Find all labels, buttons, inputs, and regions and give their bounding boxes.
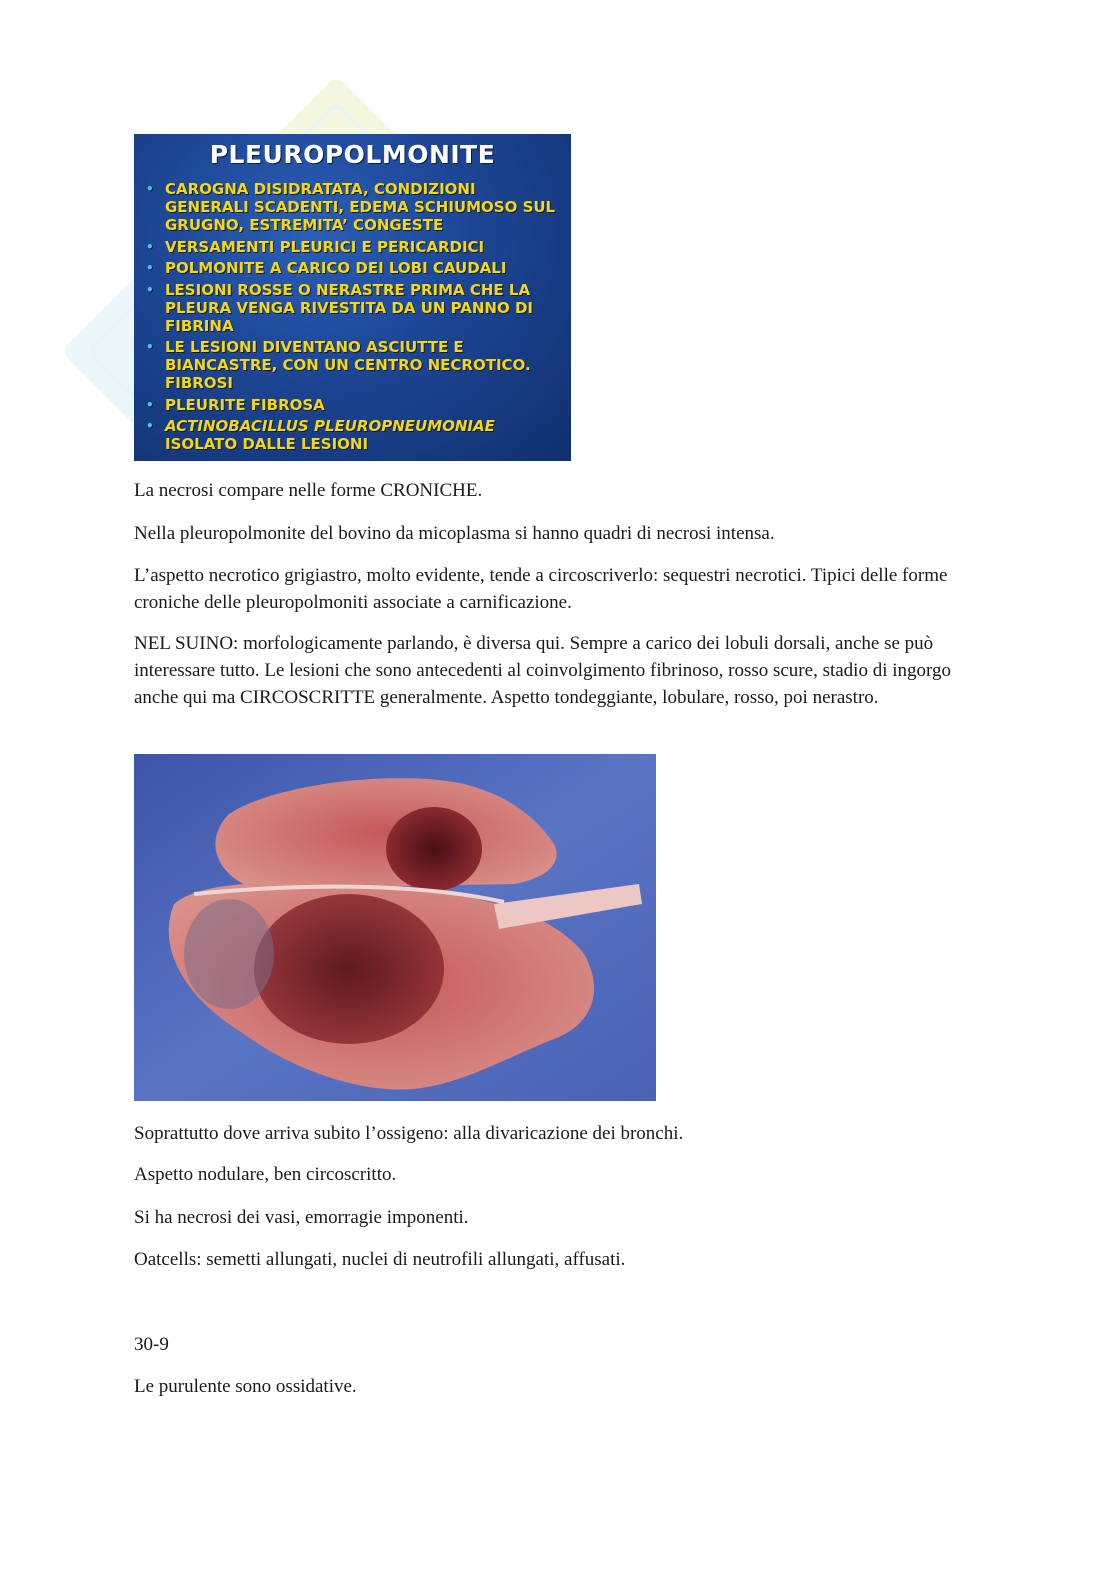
paragraph: L’aspetto necrotico grigiastro, molto evidente, tende a circoscriverlo: sequestri necrotici. Tipici delle forme croniche delle pleuropolmoniti associate a carnificazione. [134, 565, 948, 613]
slide-bullet: • POLMONITE A CARICO DEI LOBI CAUDALI [144, 259, 561, 277]
paragraph: Aspetto nodulare, ben circoscritto. [134, 1164, 397, 1185]
organism-note: ISOLATO DALLE LESIONI [165, 435, 369, 453]
paragraph: Nella pleuropolmonite del bovino da micoplasma si hanno quadri di necrosi intensa. [134, 523, 775, 544]
paragraph: Si ha necrosi dei vasi, emorragie imponenti. [134, 1207, 469, 1228]
slide-bullet-list [144, 180, 561, 453]
paragraph: La necrosi compare nelle forme CRONICHE. [134, 480, 483, 501]
slide-bullet-organism [144, 417, 561, 453]
organism-name: ACTINOBACILLUS PLEUROPNEUMONIAE [165, 417, 495, 435]
slide-bullet: • CAROGNA DISIDRATATA, CONDIZIONI GENERALI SCADENTI, EDEMA SCHIUMOSO SUL GRUGNO, ESTREMITA’ CONGESTE [144, 180, 561, 234]
slide-bullet: • PLEURITE FIBROSA [144, 396, 561, 414]
paragraph: Soprattutto dove arriva subito l’ossigeno: alla divaricazione dei bronchi. [134, 1123, 684, 1144]
slide-bullet: • LE LESIONI DIVENTANO ASCIUTTE E BIANCASTRE, CON UN CENTRO NECROTICO. FIBROSI [144, 338, 561, 392]
slide-title: PLEUROPOLMONITE [209, 140, 496, 169]
section-date: 30-9 [134, 1334, 169, 1355]
paragraph: Oatcells: semetti allungati, nuclei di neutrofili allungati, affusati. [134, 1249, 626, 1270]
paragraph: NEL SUINO: morfologicamente parlando, è diversa qui. Sempre a carico dei lobuli dorsali, anche se può interessare tutto. Le lesioni che sono antecedenti al coinvolgimento fibrinoso, rosso scure, stadio di ingorgo anche qui ma CIRCOSCRITTE generalmente. Aspetto tondeggiante, lobulare, rosso, poi nerastro. [134, 633, 951, 708]
slide-bullet: • LESIONI ROSSE O NERASTRE PRIMA CHE LA PLEURA VENGA RIVESTITA DA UN PANNO DI FIBRINA [144, 281, 561, 335]
lung-photo [134, 754, 656, 1101]
paragraph: Le purulente sono ossidative. [134, 1376, 357, 1397]
slide-image [134, 134, 571, 461]
slide-bullet: • VERSAMENTI PLEURICI E PERICARDICI [144, 238, 561, 256]
